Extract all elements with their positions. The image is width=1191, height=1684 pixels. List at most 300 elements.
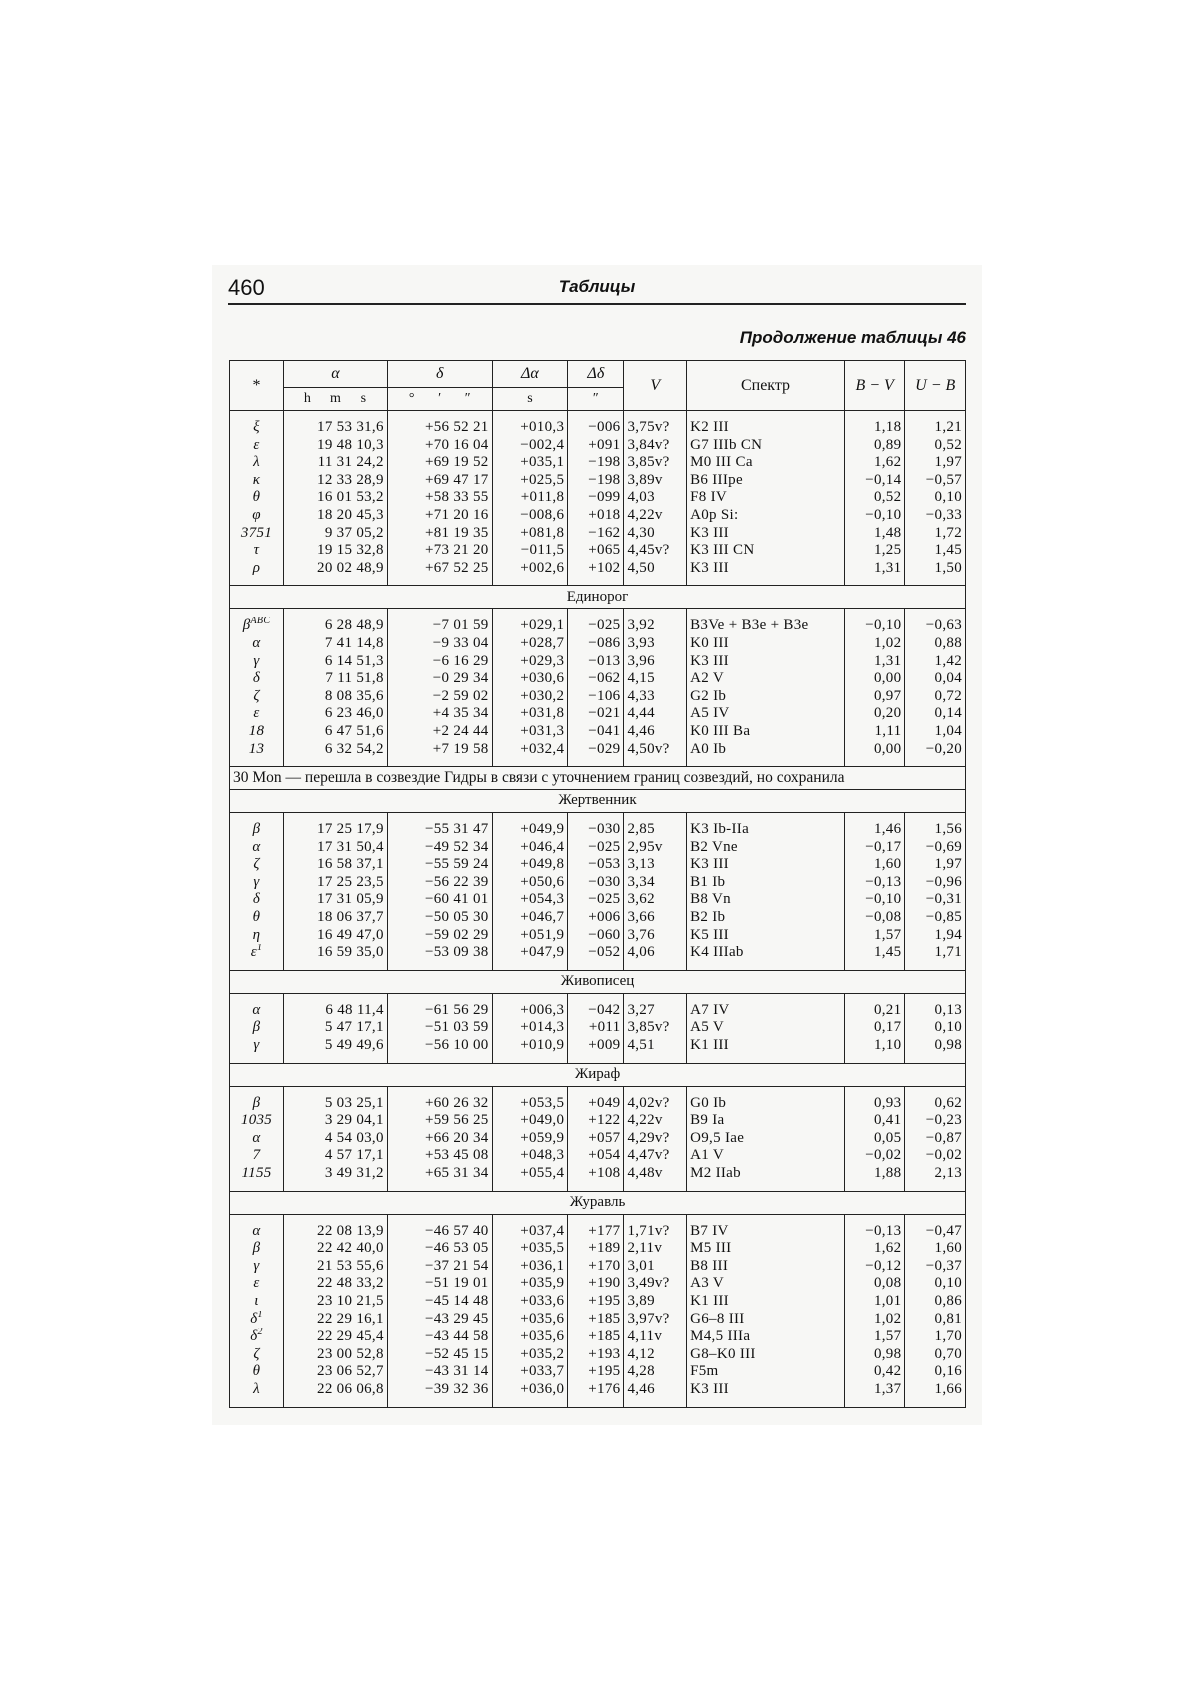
star-designation: 1035 (230, 1112, 284, 1130)
annual-change-dec: −013 (568, 653, 624, 671)
magnitude-v: 3,89v (624, 472, 687, 490)
header-d-delta: Δδ (568, 361, 624, 388)
right-ascension: 5 47 17,1 (284, 1019, 388, 1037)
constellation-heading (230, 586, 966, 609)
table-row (230, 1328, 966, 1346)
header-d-alpha: Δα (492, 361, 568, 388)
table-row (230, 821, 966, 839)
star-designation: ζ (230, 1346, 284, 1364)
table-row (230, 741, 966, 759)
magnitude-v: 3,85v? (624, 1019, 687, 1037)
color-index-ub: 0,88 (905, 635, 966, 653)
annual-change-ra: +046,4 (492, 839, 568, 857)
color-index-bv: 0,17 (844, 1019, 905, 1037)
spectral-class: K1 III (687, 1293, 845, 1311)
header-alpha-units: h m s (284, 388, 388, 411)
color-index-ub: −0,87 (905, 1130, 966, 1148)
spectral-class: O9,5 Iae (687, 1130, 845, 1148)
magnitude-v: 4,28 (624, 1363, 687, 1381)
spectral-class: A0p Si: (687, 507, 845, 525)
color-index-bv: 0,20 (844, 705, 905, 723)
declination: +66 20 34 (387, 1130, 492, 1148)
star-designation: 13 (230, 741, 284, 759)
color-index-bv: 0,52 (844, 489, 905, 507)
spectral-class: G0 Ib (687, 1095, 845, 1113)
constellation-heading (230, 1063, 966, 1086)
star-designation: γ (230, 1037, 284, 1055)
magnitude-v: 4,33 (624, 688, 687, 706)
star-designation: α (230, 1223, 284, 1241)
annual-change-dec: +177 (568, 1223, 624, 1241)
declination: −56 22 39 (387, 874, 492, 892)
annual-change-ra: +028,7 (492, 635, 568, 653)
color-index-bv: 0,05 (844, 1130, 905, 1148)
annual-change-ra: +035,5 (492, 1240, 568, 1258)
table-row (230, 617, 966, 635)
table-row (230, 891, 966, 909)
star-designation: β (230, 1240, 284, 1258)
declination: +69 47 17 (387, 472, 492, 490)
color-index-bv: 1,88 (844, 1165, 905, 1183)
magnitude-v: 1,71v? (624, 1223, 687, 1241)
color-index-ub: −0,31 (905, 891, 966, 909)
spectral-class: K3 III (687, 560, 845, 578)
constellation-name: Единорог (230, 586, 966, 609)
declination: +53 45 08 (387, 1147, 492, 1165)
annual-change-ra: +035,1 (492, 454, 568, 472)
spectral-class: A0 Ib (687, 741, 845, 759)
annual-change-dec: −021 (568, 705, 624, 723)
annual-change-dec: +018 (568, 507, 624, 525)
right-ascension: 17 25 17,9 (284, 821, 388, 839)
color-index-bv: −0,10 (844, 891, 905, 909)
magnitude-v: 4,47v? (624, 1147, 687, 1165)
annual-change-ra: +046,7 (492, 909, 568, 927)
magnitude-v: 3,96 (624, 653, 687, 671)
constellation-heading (230, 970, 966, 993)
color-index-ub: 1,04 (905, 723, 966, 741)
annual-change-ra: +051,9 (492, 927, 568, 945)
color-index-bv: 1,48 (844, 525, 905, 543)
right-ascension: 22 06 06,8 (284, 1381, 388, 1399)
annual-change-ra: −002,4 (492, 437, 568, 455)
color-index-bv: 1,02 (844, 635, 905, 653)
spacer-row (230, 1214, 966, 1223)
spectral-class: G7 IIIb CN (687, 437, 845, 455)
color-index-ub: −0,23 (905, 1112, 966, 1130)
table-row (230, 1346, 966, 1364)
color-index-bv: 0,00 (844, 670, 905, 688)
color-index-ub: 1,97 (905, 856, 966, 874)
magnitude-v: 3,76 (624, 927, 687, 945)
annual-change-dec: +054 (568, 1147, 624, 1165)
right-ascension: 12 33 28,9 (284, 472, 388, 490)
annual-change-dec: −006 (568, 419, 624, 437)
color-index-ub: −0,69 (905, 839, 966, 857)
spectral-class: A3 V (687, 1275, 845, 1293)
spectral-class: F5m (687, 1363, 845, 1381)
declination: −2 59 02 (387, 688, 492, 706)
color-index-ub: 1,60 (905, 1240, 966, 1258)
color-index-ub: −0,96 (905, 874, 966, 892)
right-ascension: 17 25 23,5 (284, 874, 388, 892)
color-index-ub: 1,56 (905, 821, 966, 839)
annual-change-dec: −099 (568, 489, 624, 507)
magnitude-v: 3,89 (624, 1293, 687, 1311)
annual-change-ra: +035,2 (492, 1346, 568, 1364)
spectral-class: K3 Ib-IIa (687, 821, 845, 839)
right-ascension: 6 32 54,2 (284, 741, 388, 759)
annual-change-ra: +054,3 (492, 891, 568, 909)
color-index-ub: −0,02 (905, 1147, 966, 1165)
declination: +73 21 20 (387, 542, 492, 560)
star-designation: α (230, 1130, 284, 1148)
star-designation: ε (230, 1275, 284, 1293)
declination: −52 45 15 (387, 1346, 492, 1364)
star-designation: ζ (230, 856, 284, 874)
star-designation: α (230, 839, 284, 857)
annual-change-ra: +029,3 (492, 653, 568, 671)
annual-change-dec: −053 (568, 856, 624, 874)
star-designation: $\delta^2$ (230, 1328, 284, 1346)
star-designation: τ (230, 542, 284, 560)
right-ascension: 16 59 35,0 (284, 944, 388, 962)
spectral-class: K3 III CN (687, 542, 845, 560)
right-ascension: 20 02 48,9 (284, 560, 388, 578)
declination: −59 02 29 (387, 927, 492, 945)
color-index-bv: 1,62 (844, 1240, 905, 1258)
annual-change-ra: +048,3 (492, 1147, 568, 1165)
color-index-ub: 0,10 (905, 1275, 966, 1293)
annual-change-dec: −060 (568, 927, 624, 945)
star-designation: λ (230, 1381, 284, 1399)
color-index-bv: 0,98 (844, 1346, 905, 1364)
color-index-bv: −0,13 (844, 874, 905, 892)
header-b-v: B − V (844, 361, 905, 411)
annual-change-ra: +032,4 (492, 741, 568, 759)
annual-change-dec: +009 (568, 1037, 624, 1055)
color-index-bv: 1,46 (844, 821, 905, 839)
magnitude-v: 3,75v? (624, 419, 687, 437)
header-alpha: α (284, 361, 388, 388)
header-star: * (230, 361, 284, 411)
star-designation: α (230, 635, 284, 653)
magnitude-v: 4,29v? (624, 1130, 687, 1148)
table-row (230, 1037, 966, 1055)
right-ascension: 6 28 48,9 (284, 617, 388, 635)
spectral-class: M5 III (687, 1240, 845, 1258)
color-index-ub: 1,94 (905, 927, 966, 945)
annual-change-dec: −025 (568, 891, 624, 909)
constellation-heading (230, 1191, 966, 1214)
annual-change-ra: +037,4 (492, 1223, 568, 1241)
right-ascension: 23 06 52,7 (284, 1363, 388, 1381)
spectral-class: K0 III (687, 635, 845, 653)
spectral-class: K4 IIIab (687, 944, 845, 962)
color-index-bv: 0,00 (844, 741, 905, 759)
declination: −43 44 58 (387, 1328, 492, 1346)
magnitude-v: 3,97v? (624, 1311, 687, 1329)
magnitude-v: 4,30 (624, 525, 687, 543)
star-designation: δ (230, 670, 284, 688)
color-index-bv: 1,57 (844, 1328, 905, 1346)
annual-change-ra: +049,8 (492, 856, 568, 874)
spectral-class: M4,5 IIIa (687, 1328, 845, 1346)
spacer-row (230, 609, 966, 618)
spectral-class: B2 Vne (687, 839, 845, 857)
color-index-bv: 1,57 (844, 927, 905, 945)
right-ascension: 4 57 17,1 (284, 1147, 388, 1165)
right-ascension: 7 41 14,8 (284, 635, 388, 653)
spectral-class: K3 III (687, 856, 845, 874)
spacer-row (230, 1086, 966, 1095)
declination: +2 24 44 (387, 723, 492, 741)
annual-change-dec: +193 (568, 1346, 624, 1364)
annual-change-dec: +190 (568, 1275, 624, 1293)
star-designation: $\delta^1$ (230, 1311, 284, 1329)
annual-change-ra: +030,6 (492, 670, 568, 688)
annual-change-dec: −030 (568, 821, 624, 839)
color-index-bv: 1,11 (844, 723, 905, 741)
color-index-bv: 0,21 (844, 1002, 905, 1020)
annual-change-dec: −198 (568, 454, 624, 472)
table-row (230, 507, 966, 525)
spectral-class: K0 III Ba (687, 723, 845, 741)
table-row (230, 1258, 966, 1276)
right-ascension: 18 06 37,7 (284, 909, 388, 927)
right-ascension: 17 53 31,6 (284, 419, 388, 437)
annual-change-dec: −029 (568, 741, 624, 759)
annual-change-ra: +049,0 (492, 1112, 568, 1130)
header-rule (228, 303, 966, 305)
annual-change-dec: −042 (568, 1002, 624, 1020)
declination: −56 10 00 (387, 1037, 492, 1055)
annual-change-ra: +047,9 (492, 944, 568, 962)
table-row (230, 635, 966, 653)
declination: −60 41 01 (387, 891, 492, 909)
annual-change-dec: −025 (568, 617, 624, 635)
spacer-row (230, 411, 966, 420)
spectral-class: K5 III (687, 927, 845, 945)
annual-change-ra: −008,6 (492, 507, 568, 525)
spectral-class: K3 III (687, 525, 845, 543)
spectral-class: B2 Ib (687, 909, 845, 927)
spacer-row (230, 577, 966, 586)
magnitude-v: 4,11v (624, 1328, 687, 1346)
magnitude-v: 3,84v? (624, 437, 687, 455)
table-row (230, 1381, 966, 1399)
table-row (230, 1293, 966, 1311)
star-designation: $\varepsilon^1$ (230, 944, 284, 962)
right-ascension: 21 53 55,6 (284, 1258, 388, 1276)
magnitude-v: 4,44 (624, 705, 687, 723)
spectral-class: A7 IV (687, 1002, 845, 1020)
annual-change-ra: +035,6 (492, 1311, 568, 1329)
declination: −61 56 29 (387, 1002, 492, 1020)
table-row (230, 437, 966, 455)
annual-change-dec: −030 (568, 874, 624, 892)
color-index-bv: 0,42 (844, 1363, 905, 1381)
annual-change-dec: +185 (568, 1328, 624, 1346)
magnitude-v: 4,22v (624, 507, 687, 525)
spectral-class: A1 V (687, 1147, 845, 1165)
spectral-class: B6 IIIpe (687, 472, 845, 490)
color-index-ub: 1,97 (905, 454, 966, 472)
constellation-heading (230, 790, 966, 813)
right-ascension: 3 29 04,1 (284, 1112, 388, 1130)
annual-change-ra: +053,5 (492, 1095, 568, 1113)
annual-change-dec: +185 (568, 1311, 624, 1329)
declination: −9 33 04 (387, 635, 492, 653)
magnitude-v: 4,45v? (624, 542, 687, 560)
star-catalog-table (229, 360, 966, 1408)
table-row (230, 1275, 966, 1293)
constellation-name: Жираф (230, 1063, 966, 1086)
star-designation: 3751 (230, 525, 284, 543)
annual-change-dec: −041 (568, 723, 624, 741)
star-designation: δ (230, 891, 284, 909)
magnitude-v: 4,15 (624, 670, 687, 688)
color-index-ub: 0,70 (905, 1346, 966, 1364)
declination: +69 19 52 (387, 454, 492, 472)
declination: −53 09 38 (387, 944, 492, 962)
magnitude-v: 3,27 (624, 1002, 687, 1020)
declination: +81 19 35 (387, 525, 492, 543)
color-index-ub: 1,71 (905, 944, 966, 962)
right-ascension: 9 37 05,2 (284, 525, 388, 543)
color-index-ub: 0,10 (905, 1019, 966, 1037)
right-ascension: 23 00 52,8 (284, 1346, 388, 1364)
table-row (230, 1165, 966, 1183)
annual-change-ra: +081,8 (492, 525, 568, 543)
declination: −7 01 59 (387, 617, 492, 635)
color-index-bv: −0,14 (844, 472, 905, 490)
color-index-bv: 1,02 (844, 1311, 905, 1329)
star-designation: κ (230, 472, 284, 490)
right-ascension: 19 15 32,8 (284, 542, 388, 560)
star-designation: α (230, 1002, 284, 1020)
magnitude-v: 4,02v? (624, 1095, 687, 1113)
star-designation: λ (230, 454, 284, 472)
right-ascension: 22 08 13,9 (284, 1223, 388, 1241)
annual-change-ra: +010,3 (492, 419, 568, 437)
color-index-ub: 0,10 (905, 489, 966, 507)
annual-change-ra: +025,5 (492, 472, 568, 490)
spectral-class: A5 V (687, 1019, 845, 1037)
right-ascension: 11 31 24,2 (284, 454, 388, 472)
annual-change-dec: −025 (568, 839, 624, 857)
spectral-class: M0 III Ca (687, 454, 845, 472)
annual-change-ra: +036,1 (492, 1258, 568, 1276)
right-ascension: 18 20 45,3 (284, 507, 388, 525)
color-index-bv: −0,02 (844, 1147, 905, 1165)
header-u-b: U − B (905, 361, 966, 411)
color-index-bv: 1,18 (844, 419, 905, 437)
spacer-row (230, 1399, 966, 1408)
declination: −6 16 29 (387, 653, 492, 671)
magnitude-v: 4,51 (624, 1037, 687, 1055)
header-spectrum: Спектр (687, 361, 845, 411)
annual-change-ra: +055,4 (492, 1165, 568, 1183)
right-ascension: 22 42 40,0 (284, 1240, 388, 1258)
color-index-ub: 1,50 (905, 560, 966, 578)
color-index-ub: −0,57 (905, 472, 966, 490)
annual-change-ra: +030,2 (492, 688, 568, 706)
spectral-class: A5 IV (687, 705, 845, 723)
right-ascension: 5 03 25,1 (284, 1095, 388, 1113)
color-index-ub: 1,21 (905, 419, 966, 437)
spacer-row (230, 1055, 966, 1064)
table-row (230, 688, 966, 706)
color-index-ub: −0,20 (905, 741, 966, 759)
annual-change-dec: +049 (568, 1095, 624, 1113)
declination: −39 32 36 (387, 1381, 492, 1399)
constellation-name: Журавль (230, 1191, 966, 1214)
spectral-class: K3 III (687, 653, 845, 671)
annual-change-ra: +029,1 (492, 617, 568, 635)
right-ascension: 16 01 53,2 (284, 489, 388, 507)
table-row (230, 856, 966, 874)
magnitude-v: 4,46 (624, 723, 687, 741)
magnitude-v: 2,95v (624, 839, 687, 857)
annual-change-dec: −062 (568, 670, 624, 688)
magnitude-v: 4,06 (624, 944, 687, 962)
magnitude-v: 4,48v (624, 1165, 687, 1183)
annual-change-dec: +195 (568, 1293, 624, 1311)
table-row (230, 489, 966, 507)
star-designation: 18 (230, 723, 284, 741)
color-index-bv: 1,45 (844, 944, 905, 962)
spectral-class: B7 IV (687, 1223, 845, 1241)
color-index-bv: 0,41 (844, 1112, 905, 1130)
magnitude-v: 3,92 (624, 617, 687, 635)
table-row (230, 653, 966, 671)
right-ascension: 5 49 49,6 (284, 1037, 388, 1055)
spectral-class: K2 III (687, 419, 845, 437)
magnitude-v: 4,03 (624, 489, 687, 507)
magnitude-v: 3,01 (624, 1258, 687, 1276)
color-index-bv: 1,62 (844, 454, 905, 472)
declination: −46 57 40 (387, 1223, 492, 1241)
annual-change-dec: −106 (568, 688, 624, 706)
color-index-ub: 1,72 (905, 525, 966, 543)
table-row (230, 705, 966, 723)
page-number: 460 (228, 275, 265, 300)
color-index-bv: −0,17 (844, 839, 905, 857)
color-index-ub: 1,70 (905, 1328, 966, 1346)
constellation-name: Жертвенник (230, 790, 966, 813)
spacer-row (230, 1183, 966, 1192)
table-row (230, 1240, 966, 1258)
footnote-row (230, 767, 966, 790)
color-index-ub: 1,42 (905, 653, 966, 671)
declination: +60 26 32 (387, 1095, 492, 1113)
color-index-ub: −0,33 (905, 507, 966, 525)
star-designation: 7 (230, 1147, 284, 1165)
right-ascension: 22 48 33,2 (284, 1275, 388, 1293)
color-index-ub: 0,98 (905, 1037, 966, 1055)
spectral-class: K3 III (687, 1381, 845, 1399)
annual-change-ra: +010,9 (492, 1037, 568, 1055)
right-ascension: 17 31 50,4 (284, 839, 388, 857)
star-designation: β (230, 1095, 284, 1113)
star-designation: $\beta^{ABC}$ (230, 617, 284, 635)
table-row (230, 454, 966, 472)
spectral-class: B1 Ib (687, 874, 845, 892)
annual-change-ra: +059,9 (492, 1130, 568, 1148)
table-row (230, 419, 966, 437)
color-index-bv: 1,10 (844, 1037, 905, 1055)
